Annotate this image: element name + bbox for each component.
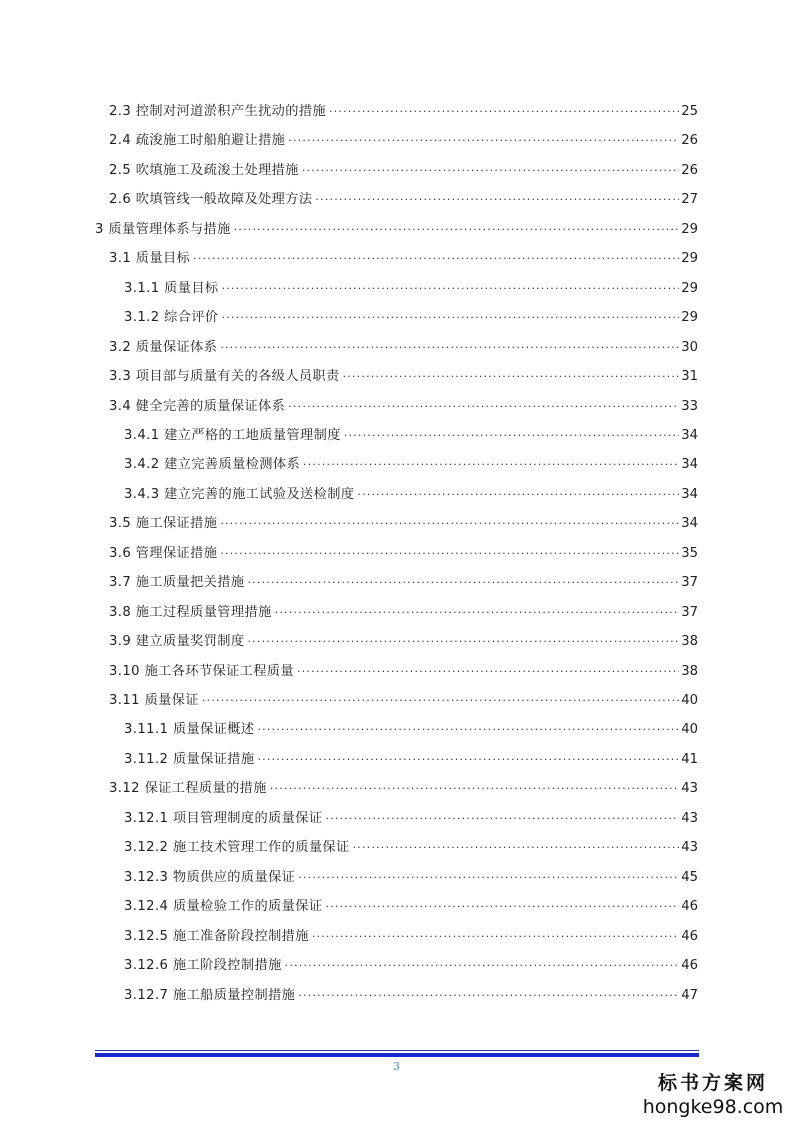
toc-entry-number: 3.4 — [109, 398, 132, 414]
toc-entry[interactable] — [124, 808, 698, 830]
toc-entry-title: 项目部与质量有关的各级人员职责 — [135, 369, 340, 385]
toc-entry-label — [109, 513, 217, 535]
page-number: 3 — [393, 1060, 400, 1073]
toc-entry[interactable] — [109, 101, 698, 123]
watermark-title: 标书方案网 — [657, 1072, 768, 1094]
dot-leader — [222, 307, 680, 329]
toc-entry[interactable] — [124, 425, 698, 447]
dot-leader — [202, 690, 679, 712]
dot-leader — [298, 867, 679, 889]
toc-entry-page: 37 — [681, 575, 698, 591]
toc-entry-number: 3.2 — [109, 339, 132, 355]
toc-entry-page: 43 — [681, 810, 698, 826]
toc-entry[interactable] — [124, 307, 698, 329]
dot-leader — [357, 484, 679, 506]
toc-entry-page: 30 — [681, 339, 698, 355]
toc-entry[interactable] — [124, 867, 698, 889]
toc-entry-title: 物质供应的质量保证 — [172, 869, 296, 885]
toc-entry-title: 健全完善的质量保证体系 — [135, 398, 286, 414]
toc-entry-number: 3.12.1 — [124, 810, 169, 826]
toc-entry-page: 33 — [681, 398, 698, 414]
dot-leader — [275, 602, 680, 624]
toc-entry-label — [109, 101, 326, 123]
dot-leader — [247, 631, 679, 653]
toc-entry-page: 45 — [681, 869, 698, 885]
toc-entry-label — [124, 926, 309, 948]
toc-entry-title: 吹填施工及疏浚土处理措施 — [135, 162, 299, 178]
toc-entry[interactable] — [109, 337, 698, 359]
toc-entry-number: 3.4.1 — [124, 427, 160, 443]
toc-entry-number: 3.12.7 — [124, 987, 169, 1003]
toc-entry[interactable] — [109, 513, 698, 535]
watermark-logo — [638, 1068, 788, 1118]
toc-entry[interactable] — [124, 278, 698, 300]
toc-entry[interactable] — [124, 985, 698, 1007]
toc-entry-label — [124, 719, 254, 741]
toc-entry-label — [109, 160, 299, 182]
toc-entry-title: 质量管理体系与措施 — [108, 221, 231, 237]
toc-entry-page: 47 — [681, 987, 698, 1003]
toc-entry-number: 3.4.3 — [124, 486, 160, 502]
toc-entry[interactable] — [109, 396, 698, 418]
toc-entry-page: 40 — [681, 722, 698, 738]
toc-entry-page: 46 — [681, 928, 698, 944]
dot-leader — [303, 454, 679, 476]
toc-entry-label — [124, 837, 350, 859]
toc-entry-title: 质量保证体系 — [135, 339, 218, 355]
dot-leader — [298, 985, 679, 1007]
dot-leader — [220, 513, 679, 535]
toc-entry-page: 26 — [681, 133, 698, 149]
toc-entry-title: 质量保证 — [144, 693, 199, 708]
toc-entry-label — [124, 425, 341, 447]
toc-entry-title: 施工船质量控制措施 — [172, 987, 296, 1003]
toc-entry-page: 41 — [681, 751, 698, 767]
toc-entry-page: 26 — [681, 162, 698, 178]
toc-entry-title: 质量目标 — [164, 280, 219, 296]
toc-entry-page: 34 — [681, 486, 698, 502]
dot-leader — [247, 572, 679, 594]
toc-entry[interactable] — [109, 602, 698, 624]
toc-entry-number: 2.6 — [109, 192, 132, 208]
toc-entry-number: 3.6 — [109, 545, 132, 561]
toc-entry-page: 29 — [681, 310, 698, 326]
dot-leader — [285, 955, 680, 977]
dot-leader — [325, 896, 679, 918]
toc-entry-number: 3.1 — [109, 251, 132, 267]
toc-entry-title: 建立完善的施工试验及送检制度 — [164, 486, 355, 502]
toc-entry-page: 29 — [681, 251, 698, 267]
toc-entry[interactable] — [124, 749, 698, 771]
toc-entry-page: 34 — [681, 427, 698, 443]
toc-entry-number: 3.5 — [109, 516, 132, 532]
toc-entry-number: 3.10 — [109, 663, 140, 679]
toc-entry-page: 35 — [681, 545, 698, 561]
dot-leader — [297, 661, 679, 683]
dot-leader — [325, 808, 679, 830]
toc-entry-title: 施工技术管理工作的质量保证 — [172, 840, 350, 856]
toc-entry-label — [124, 985, 295, 1007]
toc-entry-label — [124, 955, 282, 977]
toc-entry-title: 控制对河道淤积产生扰动的措施 — [135, 104, 327, 119]
toc-entry-page: 40 — [681, 693, 698, 708]
toc-entry-label — [124, 749, 254, 771]
toc-entry-label — [109, 602, 272, 624]
toc-entry-number: 3.1.1 — [124, 280, 160, 296]
toc-entry-page: 38 — [681, 663, 698, 679]
toc-entry-title: 建立严格的工地质量管理制度 — [164, 427, 341, 443]
toc-entry[interactable] — [109, 661, 698, 683]
toc-entry-page: 34 — [681, 516, 698, 532]
toc-entry-number: 3.9 — [109, 634, 132, 650]
toc-entry-page: 29 — [681, 221, 698, 237]
toc-entry-number: 3.12.6 — [124, 958, 169, 974]
dot-leader — [234, 219, 680, 241]
toc-entry[interactable] — [124, 955, 698, 977]
dot-leader — [344, 425, 679, 447]
toc-entry-page: 43 — [681, 781, 698, 797]
toc-entry-title: 保证工程质量的措施 — [144, 781, 267, 797]
dot-leader — [288, 396, 679, 418]
toc-entry-number: 3.8 — [109, 604, 132, 620]
toc-entry-title: 质量目标 — [135, 251, 191, 267]
toc-entry-number: 3.12.5 — [124, 928, 169, 944]
toc-entry-title: 施工保证措施 — [135, 516, 218, 532]
toc-entry-label — [109, 778, 267, 800]
toc-entry-number: 2.4 — [109, 133, 132, 149]
dot-leader — [220, 337, 679, 359]
toc-entry-title: 综合评价 — [164, 310, 219, 326]
toc-entry-label — [124, 454, 300, 476]
toc-entry-label — [124, 278, 219, 300]
toc-entry-label — [109, 337, 217, 359]
dot-leader — [353, 837, 680, 859]
toc-entry-label — [124, 484, 354, 506]
toc-entry-title: 施工质量把关措施 — [135, 575, 245, 591]
toc-entry-number: 3 — [95, 221, 104, 237]
dot-leader — [288, 130, 679, 152]
toc-entry-number: 2.5 — [109, 162, 132, 178]
toc-entry-title: 质量保证措施 — [172, 751, 255, 767]
toc-entry-page: 31 — [681, 369, 698, 385]
toc-entry-title: 质量检验工作的质量保证 — [172, 899, 323, 915]
toc-entry[interactable] — [109, 248, 698, 270]
toc-entry-page: 25 — [681, 104, 698, 119]
toc-entry-label — [109, 631, 244, 653]
toc-entry-label — [109, 366, 340, 388]
toc-entry[interactable] — [124, 896, 698, 918]
dot-leader — [312, 926, 679, 948]
toc-entry-number: 3.3 — [109, 369, 132, 385]
toc-entry-title: 建立完善质量检测体系 — [164, 457, 301, 473]
toc-entry-title: 吹填管线一般故障及处理方法 — [135, 192, 313, 208]
toc-entry[interactable] — [109, 189, 698, 211]
toc-entry-label — [109, 661, 294, 683]
toc-entry[interactable] — [109, 690, 698, 712]
toc-entry[interactable] — [109, 366, 698, 388]
dot-leader — [222, 278, 680, 300]
toc-entry-number: 3.12.4 — [124, 899, 169, 915]
toc-entry-number: 3.12.3 — [124, 869, 169, 885]
toc-entry-label — [109, 396, 285, 418]
toc-entry-number: 2.3 — [109, 104, 132, 119]
dot-leader — [329, 101, 679, 123]
toc-entry[interactable] — [109, 778, 698, 800]
toc-entry-label — [109, 248, 190, 270]
dot-leader — [343, 366, 680, 388]
toc-entry[interactable] — [124, 454, 698, 476]
watermark-url: hongke98.com — [642, 1096, 784, 1118]
toc-entry-page: 29 — [681, 280, 698, 296]
toc-entry-label — [109, 130, 285, 152]
toc-entry-number: 3.4.2 — [124, 457, 160, 473]
toc-entry-page: 46 — [681, 899, 698, 915]
toc-entry-title: 施工各环节保证工程质量 — [144, 663, 295, 679]
toc-entry-title: 施工准备阶段控制措施 — [172, 928, 309, 944]
toc-entry-page: 38 — [681, 634, 698, 650]
toc-entry-title: 质量保证概述 — [172, 722, 255, 738]
toc-entry[interactable] — [109, 160, 698, 182]
toc-entry[interactable] — [109, 543, 698, 565]
toc-entry-label — [109, 690, 199, 712]
toc-entry-number: 3.1.2 — [124, 310, 160, 326]
toc-entry-label — [109, 572, 244, 594]
toc-entry-label — [124, 867, 295, 889]
toc-entry-number: 3.12 — [109, 781, 140, 797]
dot-leader — [257, 749, 679, 771]
toc-entry-number: 3.11.2 — [124, 751, 169, 767]
toc-entry-title: 疏浚施工时船舶避让措施 — [135, 133, 286, 149]
toc-entry-page: 43 — [681, 840, 698, 856]
toc-entry-title: 施工阶段控制措施 — [172, 958, 282, 974]
toc-entry-label — [95, 219, 231, 241]
dot-leader — [270, 778, 679, 800]
toc-entry-number: 3.11.1 — [124, 722, 169, 738]
toc-entry-label — [124, 896, 322, 918]
toc-entry[interactable] — [109, 130, 698, 152]
toc-entry-label — [124, 808, 322, 830]
toc-entry-page: 34 — [681, 457, 698, 473]
toc-entry-title: 管理保证措施 — [135, 545, 218, 561]
toc-entry-label — [109, 543, 217, 565]
toc-entry[interactable] — [124, 926, 698, 948]
toc-entry-label — [124, 307, 219, 329]
toc-entry[interactable] — [109, 631, 698, 653]
footer-rule-thin — [95, 1050, 699, 1051]
toc-entry[interactable] — [124, 837, 698, 859]
toc-entry[interactable] — [124, 484, 698, 506]
toc-entry-number: 3.12.2 — [124, 840, 169, 856]
toc-entry-number: 3.11 — [109, 693, 140, 708]
toc-entry[interactable] — [95, 219, 698, 241]
toc-entry-title: 项目管理制度的质量保证 — [172, 810, 323, 826]
dot-leader — [257, 719, 679, 741]
dot-leader — [302, 160, 679, 182]
toc-entry-title: 施工过程质量管理措施 — [135, 604, 272, 620]
dot-leader — [193, 248, 679, 270]
dot-leader — [315, 189, 679, 211]
dot-leader — [220, 543, 679, 565]
toc-entry[interactable] — [109, 572, 698, 594]
toc-entry[interactable] — [124, 719, 698, 741]
toc-entry-page: 27 — [681, 192, 698, 208]
footer-rule-thick — [95, 1053, 699, 1057]
toc-entry-page: 37 — [681, 604, 698, 620]
toc-entry-label — [109, 189, 312, 211]
toc-entry-title: 建立质量奖罚制度 — [135, 634, 245, 650]
toc-entry-number: 3.7 — [109, 575, 132, 591]
toc-entry-page: 46 — [681, 958, 698, 974]
